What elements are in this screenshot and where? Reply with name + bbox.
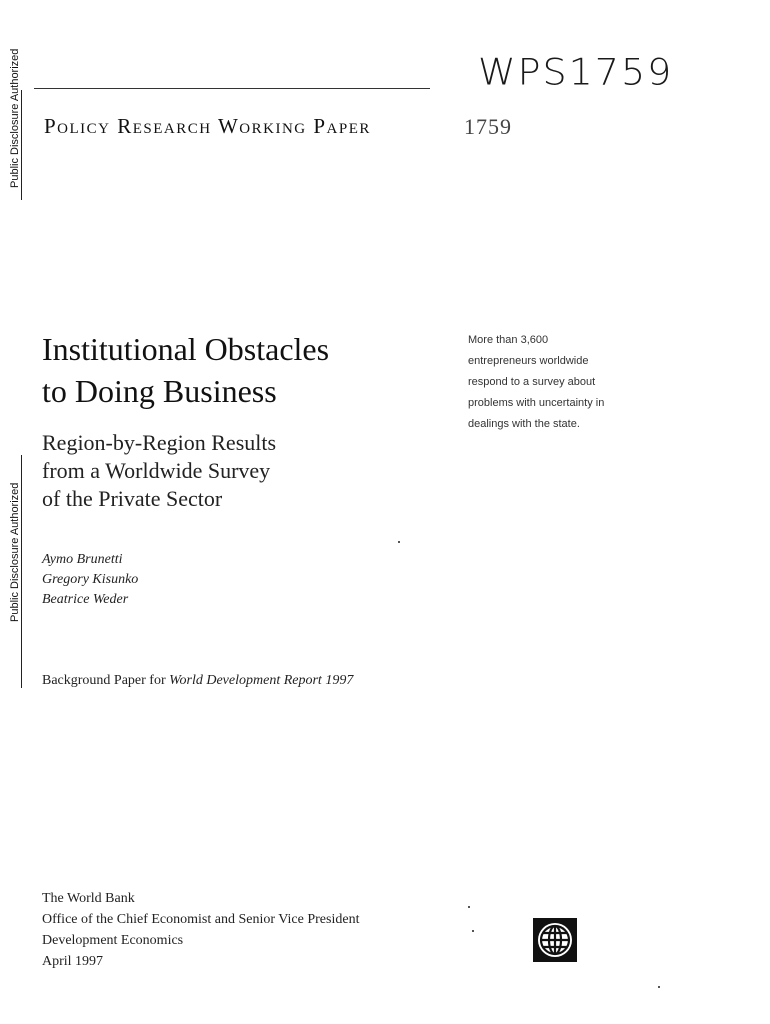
summary-line: entrepreneurs worldwide — [468, 355, 589, 367]
paper-subtitle — [42, 429, 382, 513]
scan-speck — [472, 930, 474, 932]
summary-blurb — [468, 330, 648, 435]
summary-line: More than 3,600 — [468, 334, 549, 346]
author-list — [42, 550, 138, 610]
margin-rule-top — [21, 90, 22, 200]
title-line: to Doing Business — [42, 373, 277, 409]
summary-line: respond to a survey about — [468, 376, 596, 388]
handwritten-paper-number: WPS1759 — [478, 51, 674, 93]
margin-stamp-top: Public Disclosure Authorized — [9, 48, 21, 188]
background-note — [42, 673, 353, 689]
series-title: Policy Research Working Paper — [44, 114, 371, 138]
world-bank-globe-icon — [532, 917, 578, 963]
background-note-report: World Development Report 1997 — [169, 673, 354, 688]
publisher-line: The World Bank — [42, 891, 135, 906]
scan-speck — [468, 906, 470, 908]
publisher-line: April 1997 — [42, 954, 104, 969]
margin-rule-bottom — [21, 455, 22, 688]
publisher-info — [42, 888, 359, 972]
header-rule — [34, 88, 430, 89]
summary-line: dealings with the state. — [468, 418, 580, 430]
background-note-prefix: Background Paper for — [42, 673, 166, 688]
publisher-line: Office of the Chief Economist and Senior Vice President — [42, 912, 360, 927]
subtitle-line: Region-by-Region Results — [42, 430, 277, 455]
author-name: Beatrice Weder — [42, 592, 129, 607]
author-name: Gregory Kisunko — [42, 572, 139, 587]
margin-stamp-bottom: Public Disclosure Authorized — [9, 482, 21, 622]
title-line: Institutional Obstacles — [42, 331, 330, 367]
subtitle-line: of the Private Sector — [42, 486, 223, 511]
paper-title — [42, 328, 422, 412]
scan-speck — [658, 986, 660, 988]
scan-speck — [398, 541, 400, 543]
summary-line: problems with uncertainty in — [468, 397, 605, 409]
subtitle-line: from a Worldwide Survey — [42, 458, 271, 483]
author-name: Aymo Brunetti — [42, 552, 123, 567]
paper-number: 1759 — [464, 114, 512, 139]
publisher-line: Development Economics — [42, 933, 184, 948]
